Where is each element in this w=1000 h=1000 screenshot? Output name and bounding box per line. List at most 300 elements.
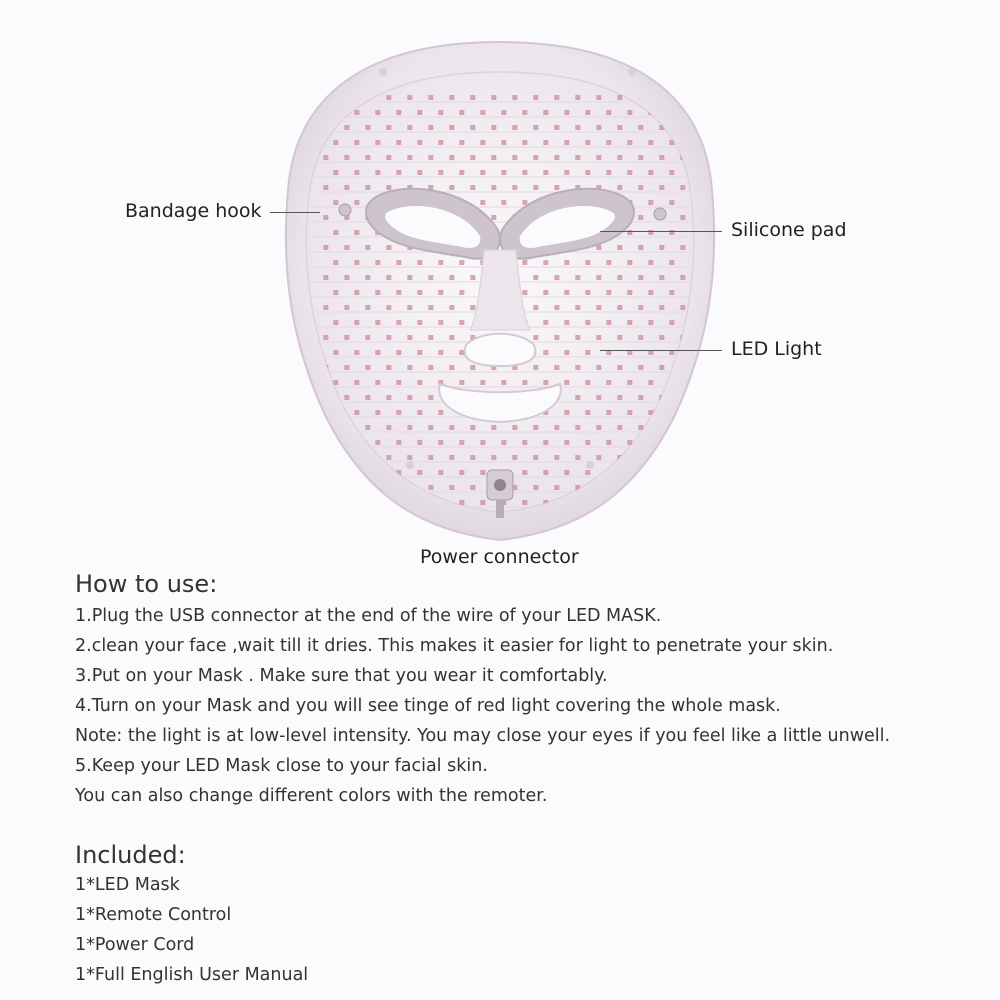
led-dot [459, 500, 464, 505]
included-item: 1*Full English User Manual [75, 965, 309, 985]
led-dot [449, 125, 454, 130]
led-dot [543, 380, 548, 385]
led-dot [596, 125, 601, 130]
led-dot [375, 260, 380, 265]
led-dot [564, 140, 569, 145]
led-dot [680, 455, 685, 460]
led-dot [470, 485, 475, 490]
led-dot [585, 290, 590, 295]
led-dot [417, 110, 422, 115]
led-dot [417, 440, 422, 445]
led-dot [333, 260, 338, 265]
led-dot [554, 185, 559, 190]
led-dot [659, 365, 664, 370]
led-dot [344, 365, 349, 370]
led-dot [470, 185, 475, 190]
led-dot [554, 455, 559, 460]
led-dot [438, 260, 443, 265]
led-dot [438, 290, 443, 295]
left-hook-screw [339, 204, 351, 216]
led-dot [543, 110, 548, 115]
led-dot [512, 455, 517, 460]
led-dot [659, 155, 664, 160]
led-dot [375, 410, 380, 415]
led-dot [575, 455, 580, 460]
led-dot [491, 95, 496, 100]
led-dot [417, 350, 422, 355]
led-dot [606, 170, 611, 175]
led-dot [617, 395, 622, 400]
led-dot [585, 470, 590, 475]
led-dot [533, 155, 538, 160]
led-dot [543, 320, 548, 325]
led-dot [344, 335, 349, 340]
led-dot [512, 95, 517, 100]
power-connector-pin [494, 479, 506, 491]
led-dot [533, 275, 538, 280]
led-dot [396, 290, 401, 295]
led-dot [480, 110, 485, 115]
led-dot [417, 140, 422, 145]
led-dot [501, 440, 506, 445]
led-dot [407, 455, 412, 460]
led-dot [596, 95, 601, 100]
led-dot [554, 155, 559, 160]
led-dot [659, 455, 664, 460]
led-dot [585, 380, 590, 385]
led-dot [323, 305, 328, 310]
led-dot [638, 305, 643, 310]
led-light-leader [600, 350, 722, 351]
led-dot [396, 170, 401, 175]
led-dot [407, 395, 412, 400]
led-dot [438, 350, 443, 355]
how-to-use-title: How to use: [75, 570, 218, 598]
led-dot [480, 440, 485, 445]
led-dot [501, 170, 506, 175]
led-dot [575, 125, 580, 130]
led-dot [470, 305, 475, 310]
led-dot [344, 485, 349, 490]
led-dot [533, 365, 538, 370]
led-dot [680, 95, 685, 100]
led-dot [680, 305, 685, 310]
led-dot [575, 335, 580, 340]
led-dot [375, 110, 380, 115]
led-dot [554, 425, 559, 430]
led-dot [669, 440, 674, 445]
led-dot [596, 425, 601, 430]
led-dot [470, 275, 475, 280]
led-dot [659, 245, 664, 250]
led-dot [648, 260, 653, 265]
led-dot [344, 305, 349, 310]
led-dot [480, 500, 485, 505]
led-dot [365, 275, 370, 280]
led-dot [543, 350, 548, 355]
led-dot [417, 290, 422, 295]
led-dot [564, 440, 569, 445]
led-dot [648, 200, 653, 205]
led-dot [491, 125, 496, 130]
led-dot [512, 125, 517, 130]
led-dot [564, 380, 569, 385]
led-dot [564, 350, 569, 355]
led-dot [386, 245, 391, 250]
led-dot [680, 275, 685, 280]
led-dot [669, 320, 674, 325]
led-dot [354, 290, 359, 295]
led-dot [617, 125, 622, 130]
led-dot [354, 350, 359, 355]
included-item: 1*Power Cord [75, 935, 195, 955]
led-dot [386, 455, 391, 460]
led-dot [396, 260, 401, 265]
led-dot [459, 260, 464, 265]
power-connector-label: Power connector [420, 546, 579, 568]
led-dot [375, 350, 380, 355]
led-dot [449, 335, 454, 340]
led-dot [480, 200, 485, 205]
led-dot [396, 110, 401, 115]
led-dot [386, 125, 391, 130]
led-dot [344, 125, 349, 130]
led-dot [585, 440, 590, 445]
how-to-use-line: 5.Keep your LED Mask close to your facial skin. [75, 756, 488, 776]
led-dot [617, 425, 622, 430]
led-dot [512, 185, 517, 190]
led-dot [680, 485, 685, 490]
led-dot [386, 335, 391, 340]
led-dot [585, 170, 590, 175]
led-dot [365, 245, 370, 250]
led-dot [627, 500, 632, 505]
led-dot [638, 245, 643, 250]
led-dot [375, 140, 380, 145]
led-dot [669, 500, 674, 505]
led-dot [564, 470, 569, 475]
led-dot [428, 155, 433, 160]
led-dot [617, 185, 622, 190]
led-dot [428, 305, 433, 310]
led-dot [617, 275, 622, 280]
led-dot [333, 380, 338, 385]
led-dot [669, 260, 674, 265]
led-dot [375, 440, 380, 445]
led-dot [323, 455, 328, 460]
led-dot [575, 395, 580, 400]
led-dot [648, 320, 653, 325]
led-dot [638, 125, 643, 130]
led-dot [648, 470, 653, 475]
led-dot [522, 470, 527, 475]
led-dot [449, 155, 454, 160]
led-dot [638, 365, 643, 370]
led-dot [386, 425, 391, 430]
led-dot [596, 395, 601, 400]
led-dot [491, 215, 496, 220]
led-dot [323, 275, 328, 280]
led-dot [354, 260, 359, 265]
led-dot [459, 320, 464, 325]
led-dot [323, 335, 328, 340]
led-dot [606, 260, 611, 265]
led-dot [533, 425, 538, 430]
led-dot [333, 320, 338, 325]
led-dot [333, 470, 338, 475]
led-dot [354, 380, 359, 385]
led-dot [449, 365, 454, 370]
bottom-screw-right [586, 461, 594, 469]
how-to-use-line: 3.Put on your Mask . Make sure that you wear it comfortably. [75, 666, 608, 686]
led-dot [386, 95, 391, 100]
led-dot [543, 290, 548, 295]
led-dot [428, 275, 433, 280]
led-dot [554, 125, 559, 130]
led-dot [596, 335, 601, 340]
led-dot [417, 470, 422, 475]
led-dot [596, 365, 601, 370]
led-dot [554, 365, 559, 370]
included-title: Included: [75, 841, 186, 869]
led-dot [354, 230, 359, 235]
led-dot [606, 380, 611, 385]
led-dot [449, 485, 454, 490]
led-dot [680, 245, 685, 250]
led-dot [543, 470, 548, 475]
led-dot [470, 365, 475, 370]
led-dot [428, 485, 433, 490]
led-dot [648, 290, 653, 295]
led-dot [323, 185, 328, 190]
led-dot [638, 275, 643, 280]
led-dot [480, 140, 485, 145]
led-dot [386, 395, 391, 400]
led-dot [449, 275, 454, 280]
led-dot [407, 125, 412, 130]
led-dot [365, 335, 370, 340]
led-dot [365, 125, 370, 130]
led-dot [333, 290, 338, 295]
led-dot [627, 170, 632, 175]
nose-hole [465, 334, 536, 366]
included-item: 1*LED Mask [75, 875, 180, 895]
led-dot [323, 245, 328, 250]
led-dot [417, 380, 422, 385]
led-dot [554, 485, 559, 490]
led-dot [543, 440, 548, 445]
led-dot [396, 140, 401, 145]
led-dot [512, 425, 517, 430]
led-dot [354, 320, 359, 325]
led-dot [323, 215, 328, 220]
led-dot [365, 425, 370, 430]
led-dot [407, 155, 412, 160]
led-dot [354, 500, 359, 505]
led-dot [407, 365, 412, 370]
led-dot [428, 95, 433, 100]
led-dot [428, 395, 433, 400]
led-dot [585, 140, 590, 145]
led-dot [522, 380, 527, 385]
led-dot [638, 335, 643, 340]
led-dot [375, 170, 380, 175]
led-dot [449, 305, 454, 310]
led-dot [449, 95, 454, 100]
led-dot [417, 410, 422, 415]
led-dot [617, 365, 622, 370]
bandage-hook-leader [270, 212, 320, 213]
right-hook-screw [654, 208, 666, 220]
led-dot [522, 440, 527, 445]
top-screw-right [628, 68, 636, 76]
power-connector-stem [496, 500, 504, 518]
led-dot [585, 260, 590, 265]
led-dot [596, 305, 601, 310]
led-dot [375, 320, 380, 325]
led-dot [333, 350, 338, 355]
led-dot [459, 440, 464, 445]
led-dot [396, 320, 401, 325]
led-dot [606, 290, 611, 295]
led-dot [648, 170, 653, 175]
led-dot [365, 155, 370, 160]
led-dot [575, 155, 580, 160]
led-dot [365, 395, 370, 400]
bottom-screw-left [406, 461, 414, 469]
led-dot [470, 455, 475, 460]
led-dot [501, 200, 506, 205]
led-dot [638, 185, 643, 190]
led-dot [606, 410, 611, 415]
led-dot [638, 425, 643, 430]
led-dot [459, 470, 464, 475]
led-dot [680, 215, 685, 220]
led-dot [417, 170, 422, 175]
led-dot [606, 140, 611, 145]
led-dot [659, 275, 664, 280]
led-dot [449, 455, 454, 460]
led-dot [564, 170, 569, 175]
led-dot [344, 185, 349, 190]
led-dot [438, 470, 443, 475]
led-dot [585, 350, 590, 355]
led-dot [470, 155, 475, 160]
led-dot [407, 425, 412, 430]
led-dot [585, 110, 590, 115]
led-dot [449, 425, 454, 430]
led-dot [438, 320, 443, 325]
led-dot [365, 485, 370, 490]
led-dot [522, 140, 527, 145]
led-dot [396, 410, 401, 415]
led-dot [543, 140, 548, 145]
led-dot [638, 215, 643, 220]
led-dot [491, 185, 496, 190]
led-dot [375, 290, 380, 295]
led-dot [554, 335, 559, 340]
led-dot [543, 260, 548, 265]
led-dot [627, 380, 632, 385]
led-dot [501, 140, 506, 145]
led-dot [386, 275, 391, 280]
how-to-use-line: 2.clean your face ,wait till it dries. This makes it easier for light to penetrate your skin. [75, 636, 834, 656]
led-dot [554, 305, 559, 310]
led-dot [344, 155, 349, 160]
led-dot [638, 485, 643, 490]
led-dot [354, 140, 359, 145]
led-dot [428, 425, 433, 430]
led-dot [627, 140, 632, 145]
led-dot [533, 95, 538, 100]
top-screw-left [379, 68, 387, 76]
led-dot [428, 335, 433, 340]
led-dot [627, 440, 632, 445]
led-dot [428, 455, 433, 460]
led-dot [386, 305, 391, 310]
silicone-pad-leader [600, 231, 722, 232]
bandage-hook-label: Bandage hook [125, 200, 262, 222]
led-dot [459, 380, 464, 385]
led-dot [470, 425, 475, 430]
led-dot [575, 95, 580, 100]
led-dot [449, 185, 454, 190]
led-dot [522, 200, 527, 205]
led-dot [396, 350, 401, 355]
led-dot [354, 200, 359, 205]
led-dot [386, 365, 391, 370]
led-dot [459, 290, 464, 295]
led-dot [438, 440, 443, 445]
led-dot [564, 410, 569, 415]
led-dot [596, 455, 601, 460]
led-dot [669, 170, 674, 175]
led-dot [428, 365, 433, 370]
led-dot [533, 335, 538, 340]
led-dot [491, 425, 496, 430]
led-dot [375, 500, 380, 505]
led-dot [438, 410, 443, 415]
led-dot [596, 155, 601, 160]
led-dot [564, 260, 569, 265]
led-dot [522, 290, 527, 295]
led-dot [627, 320, 632, 325]
led-dot [365, 185, 370, 190]
led-dot [617, 305, 622, 310]
led-dot [627, 410, 632, 415]
led-dot [522, 500, 527, 505]
led-dot [459, 350, 464, 355]
led-dot [522, 110, 527, 115]
led-dot [554, 275, 559, 280]
led-dot [606, 110, 611, 115]
silicone-pad-label: Silicone pad [731, 219, 847, 241]
led-dot [354, 110, 359, 115]
led-dot [533, 305, 538, 310]
led-dot [438, 140, 443, 145]
led-dot [333, 230, 338, 235]
led-dot [386, 155, 391, 160]
led-dot [585, 320, 590, 325]
led-dot [375, 380, 380, 385]
led-dot [648, 140, 653, 145]
led-dot [459, 170, 464, 175]
led-dot [575, 365, 580, 370]
led-dot [543, 170, 548, 175]
led-dot [659, 185, 664, 190]
led-dot [564, 110, 569, 115]
led-light-label: LED Light [731, 338, 822, 360]
